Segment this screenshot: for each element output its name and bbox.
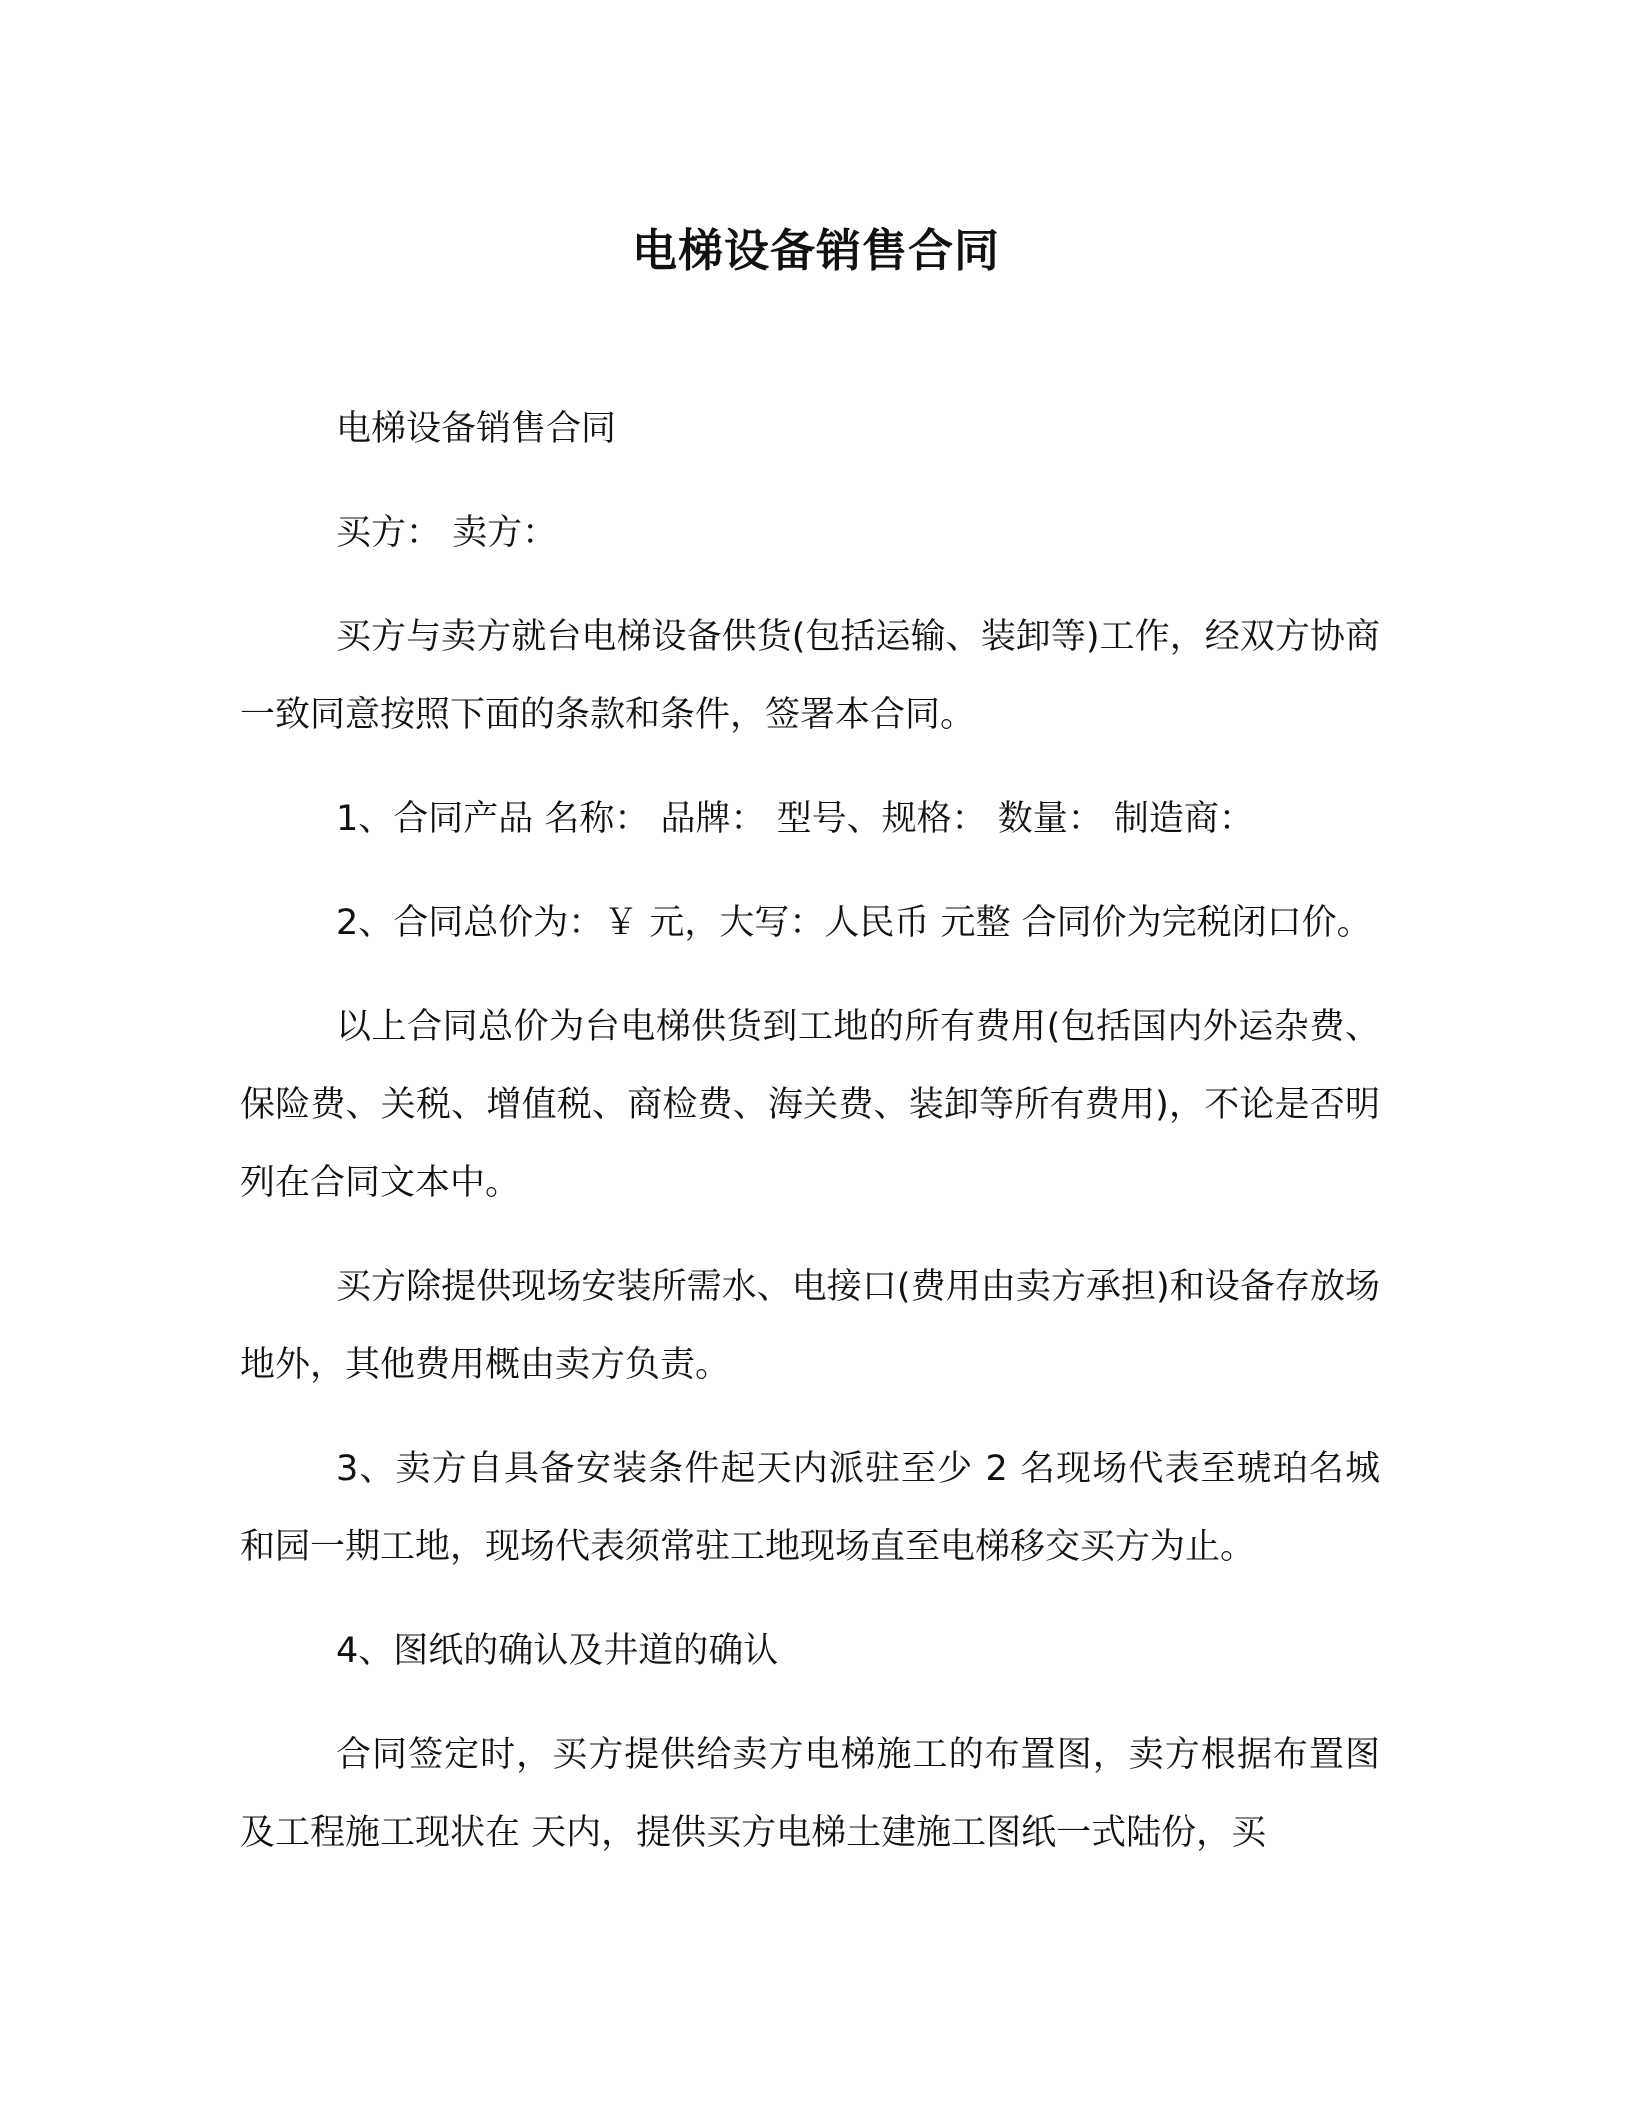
paragraph-intro: 买方与卖方就台电梯设备供货(包括运输、装卸等)工作，经双方协商一致同意按照下面的条款和条件，签署本合同。 — [240, 617, 1380, 735]
paragraph-drawing-confirmation: 合同签定时，买方提供给卖方电梯施工的布置图，卖方根据布置图及工程施工现状在 天内，提供买方电梯土建施工图纸一式陆份，买 — [240, 1735, 1380, 1853]
paragraph-parties: 买方： 卖方： — [336, 513, 558, 553]
paragraph-buyer-provision: 买方除提供现场安装所需水、电接口(费用由卖方承担)和设备存放场地外，其他费用概由卖方负责。 — [240, 1267, 1380, 1385]
paragraph-clause-4: 4、图纸的确认及井道的确认 — [336, 1631, 779, 1671]
document-body — [240, 390, 1380, 1898]
paragraph-clause-3: 3、卖方自具备安装条件起天内派驻至少 2 名现场代表至琥珀名城和园一期工地，现场代表须常驻工地现场直至电梯移交买方为止。 — [240, 1449, 1380, 1567]
paragraph-price-scope: 以上合同总价为台电梯供货到工地的所有费用(包括国内外运杂费、保险费、关税、增值税、商检费、海关费、装卸等所有费用)，不论是否明列在合同文本中。 — [240, 1007, 1380, 1203]
paragraph-clause-1: 1、合同产品 名称： 品牌： 型号、规格： 数量： 制造商： — [336, 799, 1254, 839]
paragraph-clause-2: 2、合同总价为：￥ 元，大写：人民币 元整 合同价为完税闭口价。 — [336, 903, 1372, 943]
document-title: 电梯设备销售合同 — [631, 224, 1000, 277]
paragraph-heading: 电梯设备销售合同 — [336, 409, 617, 449]
